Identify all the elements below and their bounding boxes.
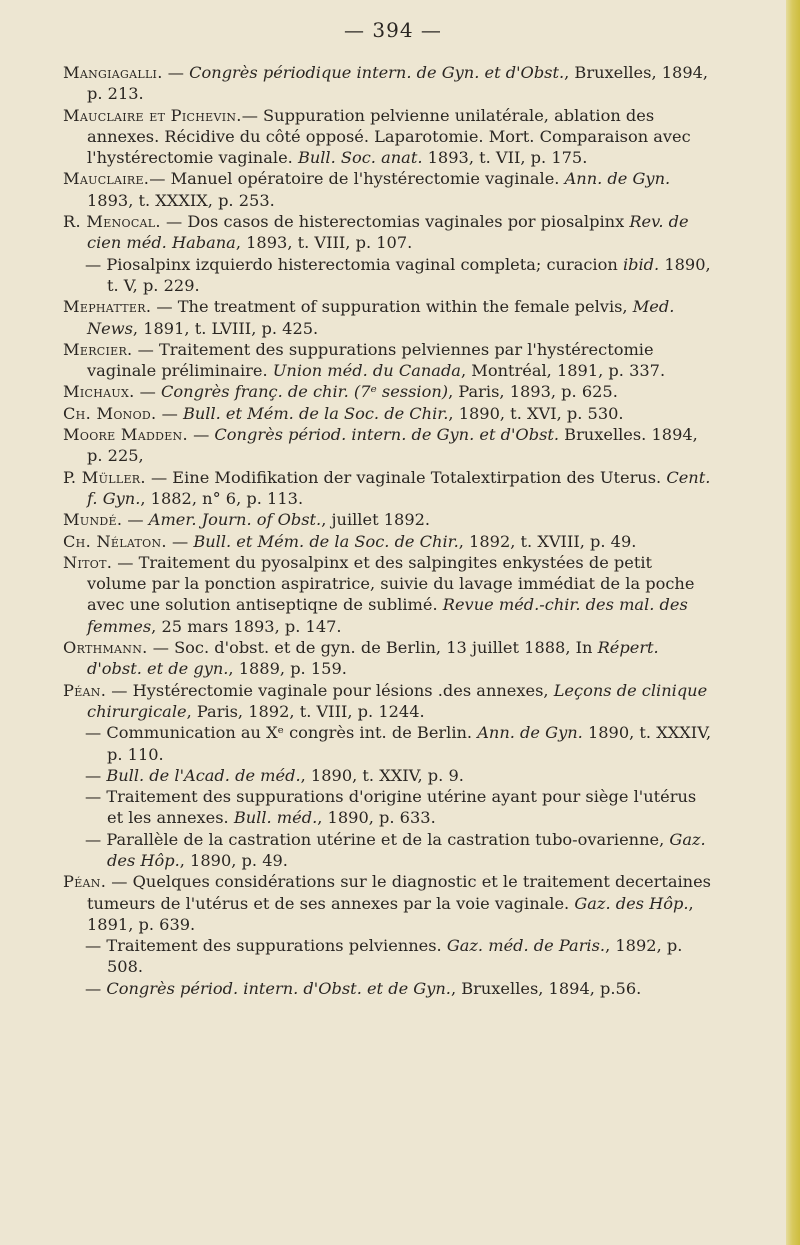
entry-journal: Ann. de Gyn. bbox=[477, 723, 583, 743]
bibliography-entry bbox=[85, 978, 713, 999]
entry-text: — bbox=[85, 978, 107, 998]
entry-tail: , 1891, p. 639. bbox=[87, 893, 694, 934]
page-number: — 394 — bbox=[344, 18, 442, 42]
entry-text: — bbox=[166, 531, 194, 551]
entry-journal: Union méd. du Canada bbox=[272, 361, 461, 381]
entry-tail: , Bruxelles, 1894, p. 213. bbox=[87, 63, 709, 104]
bibliography-entry bbox=[85, 765, 713, 786]
entry-journal: Med. News bbox=[87, 297, 675, 338]
entry-journal: Gaz. méd. de Paris. bbox=[446, 936, 606, 956]
entry-author: Nitot. bbox=[63, 552, 113, 572]
entry-tail: 1893, t. VII, p. 175. bbox=[422, 148, 588, 168]
bibliography-entry bbox=[63, 211, 713, 254]
entry-text: — The treatment of suppuration within the female pelvis, bbox=[151, 297, 633, 317]
entry-tail: , juillet 1892. bbox=[321, 510, 431, 530]
page-edge bbox=[786, 0, 800, 1245]
entry-text: — bbox=[162, 63, 190, 82]
entry-tail: , 1893, t. VIII, p. 107. bbox=[235, 233, 413, 253]
entry-journal: Congrès périod. intern. d'Obst. et de Gyn. bbox=[106, 978, 451, 998]
entry-text: — Hystérectomie vaginale pour lésions .des annexes, bbox=[106, 680, 554, 700]
entry-tail: 1890, t. XXXIV, p. 110. bbox=[107, 723, 712, 764]
entry-tail: , 1890, p. 49. bbox=[179, 850, 288, 870]
bibliography-entry bbox=[63, 168, 713, 211]
entry-journal: Amer. Journ. of Obst. bbox=[148, 510, 322, 530]
entry-author: Mundé. bbox=[63, 510, 123, 530]
entry-journal: Bull. méd. bbox=[233, 808, 318, 828]
bibliography-entry bbox=[85, 722, 713, 765]
bibliography-entry bbox=[63, 381, 713, 402]
entry-tail: , 1889, p. 159. bbox=[228, 659, 347, 679]
entry-journal: Ann. de Gyn. bbox=[564, 169, 671, 189]
bibliography-entry bbox=[63, 637, 713, 680]
entry-author: Mercier. bbox=[63, 339, 133, 359]
entry-tail: , 1882, n° 6, p. 113. bbox=[140, 488, 304, 508]
entry-text: — bbox=[85, 765, 107, 785]
entry-author: Orthmann. bbox=[63, 638, 148, 658]
entry-tail: , 1890, t. XXIV, p. 9. bbox=[300, 765, 464, 785]
entry-text: — Communication au Xᵉ congrès int. de Berlin. bbox=[85, 723, 478, 743]
entry-tail: , 1892, p. 508. bbox=[107, 936, 683, 977]
entry-journal: Gaz. des Hôp. bbox=[574, 893, 689, 913]
entry-journal: Congrès franç. de chir. (7ᵉ session) bbox=[161, 382, 449, 402]
entry-text: — Quelques considérations sur le diagnostic et le traitement decertaines tumeurs de l'utérus et de ses annexes par la voie vaginale. bbox=[87, 872, 711, 913]
entry-tail: , 1890, t. XVI, p. 530. bbox=[448, 403, 624, 423]
bibliography-entry bbox=[63, 339, 713, 382]
entry-journal: Bull. et Mém. de la Soc. de Chir. bbox=[193, 531, 459, 551]
entry-journal: Leçons de clinique chirurgicale bbox=[87, 680, 708, 721]
entry-text: — Traitement du pyosalpinx et des salpingites enkystées de petit volume par la ponction aspiratrice, suivie du lavage immédiat de la poche avec une solution antiseptiqne de sublimé. bbox=[87, 552, 695, 615]
entry-journal: Bull. et Mém. de la Soc. de Chir. bbox=[182, 403, 449, 423]
entry-journal: Bull. Soc. anat. bbox=[297, 148, 423, 168]
entry-journal: Congrès périodique intern. de Gyn. et d'Obst. bbox=[189, 63, 565, 82]
entry-journal: Congrès périod. intern. de Gyn. et d'Obst. bbox=[214, 425, 560, 445]
entry-text: — Suppuration pelvienne unilatérale, ablation des annexes. Récidive du côté opposé. Laparotomie. Mort. Comparaison avec l'hystérectomie vaginale. bbox=[87, 105, 691, 168]
entry-author: P. Müller. bbox=[63, 467, 146, 487]
bibliography-entry bbox=[63, 296, 713, 339]
entry-tail: , Paris, 1892, t. VIII, p. 1244. bbox=[186, 701, 425, 721]
entry-author: Ch. Nélaton. bbox=[63, 531, 167, 551]
entry-tail: , 1890, p. 633. bbox=[317, 808, 436, 828]
bibliography-entry bbox=[63, 552, 713, 637]
entry-author: Ch. Monod. bbox=[63, 403, 157, 423]
entry-text: — bbox=[122, 510, 149, 530]
entry-author: Mangiagalli. bbox=[63, 63, 163, 82]
entry-text: — bbox=[187, 425, 215, 445]
bibliography-entry bbox=[63, 509, 713, 530]
bibliography-entry bbox=[85, 254, 713, 297]
bibliography-entry bbox=[63, 871, 713, 935]
entry-journal: Bull. de l'Acad. de méd. bbox=[106, 765, 301, 785]
bibliography-entry bbox=[85, 935, 713, 978]
entry-journal: ibid. bbox=[622, 254, 660, 274]
entry-author: Michaux. bbox=[63, 382, 135, 402]
entry-tail: , 25 mars 1893, p. 147. bbox=[151, 616, 342, 636]
entry-tail: , 1891, t. LVIII, p. 425. bbox=[132, 318, 319, 338]
entry-text: — Traitement des suppurations pelviennes. bbox=[85, 936, 447, 956]
entry-author: Mephatter. bbox=[63, 297, 152, 317]
entry-author: Péan. bbox=[63, 872, 107, 892]
entry-author: Péan. bbox=[63, 680, 107, 700]
entry-author: R. Menocal. bbox=[63, 212, 161, 232]
entry-text: — bbox=[156, 403, 183, 423]
entry-author: Mauclaire et Pichevin. bbox=[63, 105, 242, 125]
entry-text: — Traitement des suppurations d'origine utérine ayant pour siège l'utérus et les annexes. bbox=[85, 787, 697, 828]
bibliography-entry bbox=[63, 403, 713, 424]
entry-tail: , Bruxelles, 1894, p.56. bbox=[450, 978, 642, 998]
entry-journal: Cent. f. Gyn. bbox=[87, 467, 711, 508]
entry-text: — Manuel opératoire de l'hystérectomie vaginale. bbox=[149, 169, 565, 189]
entry-text: — Soc. d'obst. et de gyn. de Berlin, 13 juillet 1888, In bbox=[147, 638, 598, 658]
entry-tail: 1893, t. XXXIX, p. 253. bbox=[87, 190, 275, 210]
entry-tail: , Paris, 1893, p. 625. bbox=[448, 382, 618, 402]
entry-text: — Traitement des suppurations pelviennes par l'hystérectomie vaginale préliminaire. bbox=[87, 339, 654, 381]
bibliography-list bbox=[63, 62, 713, 999]
bibliography-entry bbox=[63, 62, 713, 105]
entry-journal: Répert. d'obst. et de gyn. bbox=[87, 638, 659, 679]
entry-tail: , Montréal, 1891, p. 337. bbox=[460, 361, 666, 381]
bibliography-entry bbox=[85, 786, 713, 829]
bibliography-entry bbox=[63, 467, 713, 510]
bibliography-entry bbox=[63, 424, 713, 467]
entry-tail: , 1892, t. XVIII, p. 49. bbox=[458, 531, 637, 551]
bibliography-entry bbox=[63, 105, 713, 169]
entry-text: — Parallèle de la castration utérine et de la castration tubo-ovarienne, bbox=[85, 829, 670, 849]
bibliography-entry bbox=[85, 829, 713, 872]
entry-text: — Dos casos de histerectomias vaginales por piosalpinx bbox=[160, 212, 630, 232]
entry-author: Moore Madden. bbox=[63, 425, 188, 445]
entry-author: Mauclaire. bbox=[63, 169, 150, 189]
entry-journal: Revue méd.-chir. des mal. des femmes bbox=[87, 595, 688, 636]
entry-text: — bbox=[134, 382, 162, 402]
entry-journal: Gaz. des Hôp. bbox=[107, 829, 706, 870]
entry-journal: Rev. de cien méd. Habana bbox=[87, 212, 689, 253]
entry-text: — Piosalpinx izquierdo histerectomia vaginal completa; curacion bbox=[85, 254, 623, 274]
entry-tail: 1890, t. V, p. 229. bbox=[107, 254, 711, 295]
bibliography-entry bbox=[63, 680, 713, 723]
entry-tail: Bruxelles. 1894, p. 225, bbox=[87, 425, 698, 466]
entry-text: — Eine Modifikation der vaginale Totalextirpation des Uterus. bbox=[145, 467, 667, 487]
bibliography-entry bbox=[63, 531, 713, 552]
